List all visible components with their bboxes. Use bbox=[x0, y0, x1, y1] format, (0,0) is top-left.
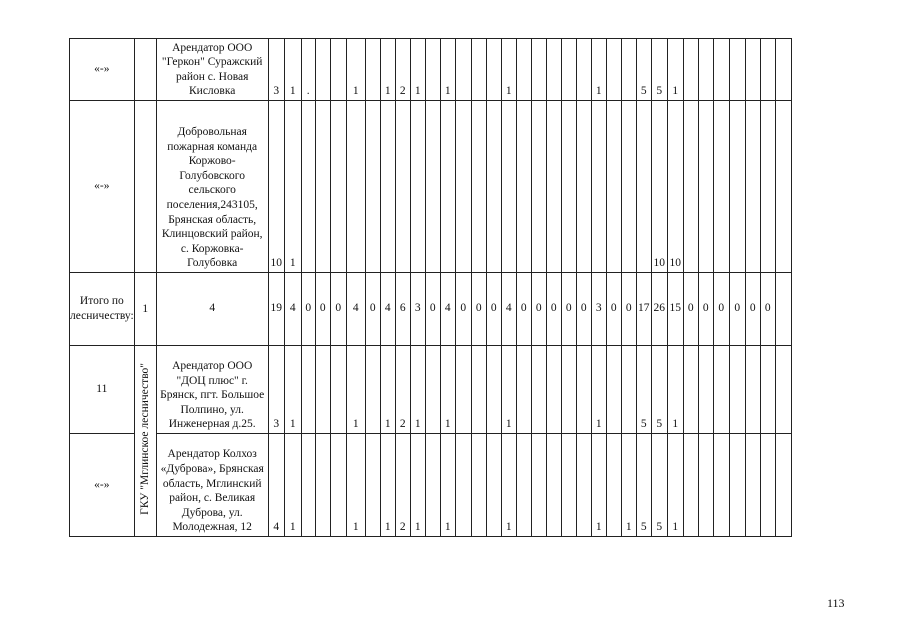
value-cell bbox=[330, 346, 346, 434]
row-number-cell: «-» bbox=[70, 101, 135, 273]
value-cell bbox=[713, 346, 729, 434]
value-cell bbox=[425, 346, 440, 434]
value-cell bbox=[729, 434, 745, 537]
row-dubrova bbox=[70, 434, 792, 537]
value-cell bbox=[330, 434, 346, 537]
value-cell bbox=[546, 39, 561, 101]
value-cell: 1 bbox=[621, 434, 636, 537]
value-cell: 1 bbox=[410, 39, 425, 101]
value-cell bbox=[471, 101, 486, 273]
value-cell: 5 bbox=[636, 434, 651, 537]
data-table bbox=[69, 38, 792, 537]
value-cell: 3 bbox=[591, 273, 606, 346]
value-cell: 10 bbox=[268, 101, 284, 273]
value-cell bbox=[561, 39, 576, 101]
value-cell: 1 bbox=[667, 434, 683, 537]
value-cell bbox=[775, 101, 791, 273]
value-cell bbox=[546, 101, 561, 273]
value-cell bbox=[561, 346, 576, 434]
value-cell: 1 bbox=[440, 434, 455, 537]
value-cell: 0 bbox=[516, 273, 531, 346]
value-cell bbox=[395, 101, 410, 273]
value-cell bbox=[301, 346, 315, 434]
value-cell bbox=[531, 39, 546, 101]
value-cell: 0 bbox=[621, 273, 636, 346]
value-cell: 4 bbox=[284, 273, 301, 346]
value-cell: 0 bbox=[455, 273, 471, 346]
value-cell: 26 bbox=[651, 273, 667, 346]
value-cell: 2 bbox=[395, 39, 410, 101]
value-cell: . bbox=[301, 39, 315, 101]
value-cell bbox=[516, 434, 531, 537]
value-cell bbox=[455, 346, 471, 434]
value-cell bbox=[315, 434, 330, 537]
value-cell: 0 bbox=[698, 273, 713, 346]
value-cell bbox=[425, 434, 440, 537]
value-cell: 0 bbox=[745, 273, 760, 346]
value-cell: 3 bbox=[410, 273, 425, 346]
value-cell: 0 bbox=[760, 273, 775, 346]
value-cell bbox=[315, 346, 330, 434]
value-cell: 1 bbox=[501, 434, 516, 537]
value-cell: 1 bbox=[501, 39, 516, 101]
value-cell: 0 bbox=[330, 273, 346, 346]
value-cell bbox=[621, 101, 636, 273]
value-cell: 6 bbox=[395, 273, 410, 346]
value-cell: 1 bbox=[346, 434, 365, 537]
value-cell bbox=[365, 39, 380, 101]
value-cell bbox=[330, 39, 346, 101]
row-number-cell: 11 bbox=[70, 346, 135, 434]
value-cell bbox=[713, 39, 729, 101]
value-cell: 1 bbox=[346, 346, 365, 434]
value-cell: 4 bbox=[346, 273, 365, 346]
value-cell bbox=[471, 346, 486, 434]
row-number-cell: «-» bbox=[70, 434, 135, 537]
value-cell bbox=[683, 39, 698, 101]
value-cell: 0 bbox=[365, 273, 380, 346]
value-cell bbox=[486, 434, 501, 537]
value-cell: 2 bbox=[395, 434, 410, 537]
value-cell: 4 bbox=[440, 273, 455, 346]
value-cell bbox=[606, 101, 621, 273]
value-cell bbox=[516, 39, 531, 101]
value-cell bbox=[425, 101, 440, 273]
value-cell bbox=[775, 273, 791, 346]
value-cell: 2 bbox=[395, 346, 410, 434]
tenant-name-cell: Добровольная пожарная команда Коржово-Голубовского сельского поселения,243105, Брянская область, Клинцовский район, с. Коржовка-Голубовка bbox=[156, 101, 268, 273]
value-cell: 0 bbox=[486, 273, 501, 346]
value-cell: 1 bbox=[346, 39, 365, 101]
value-cell bbox=[775, 39, 791, 101]
value-cell: 1 bbox=[410, 434, 425, 537]
value-cell bbox=[516, 346, 531, 434]
value-cell bbox=[486, 101, 501, 273]
value-cell: 4 bbox=[268, 434, 284, 537]
value-cell: 0 bbox=[315, 273, 330, 346]
value-cell bbox=[455, 434, 471, 537]
value-cell bbox=[410, 101, 425, 273]
tenant-name-cell: Арендатор ООО "ДОЦ плюс" г. Брянск, пгт. Большое Полпино, ул. Инженерная д.25. bbox=[156, 346, 268, 434]
value-cell: 4 bbox=[380, 273, 395, 346]
tenant-name-cell: Арендатор Колхоз «Дуброва», Брянская область, Мглинский район, с. Великая Дуброва, ул. Молодежная, 12 bbox=[156, 434, 268, 537]
value-cell bbox=[729, 101, 745, 273]
value-cell bbox=[425, 39, 440, 101]
value-cell bbox=[380, 101, 395, 273]
row-totals bbox=[70, 273, 792, 346]
value-cell bbox=[576, 346, 591, 434]
value-cell bbox=[330, 101, 346, 273]
value-cell bbox=[606, 39, 621, 101]
forestry-count-cell: 1 bbox=[134, 273, 156, 346]
forestry-cell bbox=[134, 39, 156, 101]
value-cell bbox=[745, 346, 760, 434]
value-cell: 1 bbox=[380, 39, 395, 101]
value-cell bbox=[365, 346, 380, 434]
value-cell bbox=[365, 434, 380, 537]
value-cell: 1 bbox=[284, 434, 301, 537]
value-cell bbox=[698, 434, 713, 537]
value-cell bbox=[621, 346, 636, 434]
row-dots-plus bbox=[70, 346, 792, 434]
value-cell: 10 bbox=[667, 101, 683, 273]
tenant-name-cell: 4 bbox=[156, 273, 268, 346]
value-cell bbox=[606, 434, 621, 537]
value-cell: 10 bbox=[651, 101, 667, 273]
value-cell: 1 bbox=[410, 346, 425, 434]
value-cell bbox=[576, 101, 591, 273]
value-cell bbox=[683, 434, 698, 537]
value-cell bbox=[346, 101, 365, 273]
value-cell: 1 bbox=[591, 434, 606, 537]
value-cell: 0 bbox=[729, 273, 745, 346]
value-cell bbox=[729, 346, 745, 434]
value-cell bbox=[775, 346, 791, 434]
value-cell bbox=[365, 101, 380, 273]
value-cell: 1 bbox=[380, 434, 395, 537]
value-cell: 0 bbox=[301, 273, 315, 346]
value-cell bbox=[471, 434, 486, 537]
forestry-name-vertical: ГКУ "Мглинское лесничество" bbox=[138, 362, 151, 515]
value-cell bbox=[546, 434, 561, 537]
value-cell: 1 bbox=[667, 346, 683, 434]
value-cell bbox=[440, 101, 455, 273]
value-cell: 1 bbox=[667, 39, 683, 101]
value-cell bbox=[455, 39, 471, 101]
value-cell: 1 bbox=[284, 346, 301, 434]
value-cell: 1 bbox=[284, 101, 301, 273]
row-number-cell: Итого по лесничеству: bbox=[70, 273, 135, 346]
value-cell bbox=[516, 101, 531, 273]
value-cell bbox=[546, 346, 561, 434]
row-gerkon bbox=[70, 39, 792, 101]
value-cell bbox=[683, 346, 698, 434]
value-cell: 0 bbox=[713, 273, 729, 346]
value-cell: 0 bbox=[683, 273, 698, 346]
value-cell: 0 bbox=[561, 273, 576, 346]
value-cell bbox=[760, 101, 775, 273]
value-cell bbox=[683, 101, 698, 273]
value-cell bbox=[531, 101, 546, 273]
value-cell: 1 bbox=[501, 346, 516, 434]
value-cell: 3 bbox=[268, 39, 284, 101]
value-cell bbox=[745, 434, 760, 537]
value-cell bbox=[531, 346, 546, 434]
value-cell bbox=[760, 434, 775, 537]
value-cell: 17 bbox=[636, 273, 651, 346]
value-cell: 0 bbox=[606, 273, 621, 346]
value-cell: 1 bbox=[591, 39, 606, 101]
value-cell: 3 bbox=[268, 346, 284, 434]
value-cell: 5 bbox=[636, 346, 651, 434]
value-cell: 0 bbox=[546, 273, 561, 346]
value-cell bbox=[713, 101, 729, 273]
row-number-cell: «-» bbox=[70, 39, 135, 101]
value-cell bbox=[591, 101, 606, 273]
value-cell bbox=[531, 434, 546, 537]
value-cell bbox=[760, 39, 775, 101]
page-number: 113 bbox=[827, 596, 845, 610]
value-cell: 5 bbox=[651, 39, 667, 101]
value-cell: 1 bbox=[284, 39, 301, 101]
value-cell bbox=[576, 39, 591, 101]
value-cell bbox=[561, 434, 576, 537]
value-cell bbox=[576, 434, 591, 537]
value-cell bbox=[486, 346, 501, 434]
value-cell bbox=[501, 101, 516, 273]
value-cell bbox=[561, 101, 576, 273]
value-cell bbox=[606, 346, 621, 434]
value-cell bbox=[301, 434, 315, 537]
value-cell bbox=[745, 39, 760, 101]
value-cell bbox=[315, 101, 330, 273]
value-cell bbox=[471, 39, 486, 101]
value-cell bbox=[775, 434, 791, 537]
value-cell: 15 bbox=[667, 273, 683, 346]
value-cell bbox=[713, 434, 729, 537]
value-cell bbox=[621, 39, 636, 101]
value-cell: 5 bbox=[636, 39, 651, 101]
value-cell bbox=[636, 101, 651, 273]
forestry-name-cell bbox=[134, 346, 156, 537]
value-cell bbox=[486, 39, 501, 101]
value-cell bbox=[729, 39, 745, 101]
value-cell bbox=[301, 101, 315, 273]
value-cell bbox=[698, 346, 713, 434]
value-cell: 5 bbox=[651, 346, 667, 434]
tenant-name-cell: Арендатор ООО "Геркон" Суражский район с. Новая Кисловка bbox=[156, 39, 268, 101]
row-fire-team bbox=[70, 101, 792, 273]
value-cell bbox=[760, 346, 775, 434]
value-cell: 5 bbox=[651, 434, 667, 537]
value-cell bbox=[745, 101, 760, 273]
forestry-cell bbox=[134, 101, 156, 273]
value-cell: 0 bbox=[425, 273, 440, 346]
value-cell bbox=[315, 39, 330, 101]
value-cell bbox=[698, 39, 713, 101]
value-cell: 19 bbox=[268, 273, 284, 346]
value-cell: 1 bbox=[380, 346, 395, 434]
value-cell: 1 bbox=[440, 346, 455, 434]
value-cell: 0 bbox=[531, 273, 546, 346]
value-cell: 1 bbox=[440, 39, 455, 101]
value-cell: 0 bbox=[576, 273, 591, 346]
value-cell: 0 bbox=[471, 273, 486, 346]
value-cell: 4 bbox=[501, 273, 516, 346]
value-cell bbox=[698, 101, 713, 273]
value-cell: 1 bbox=[591, 346, 606, 434]
value-cell bbox=[455, 101, 471, 273]
